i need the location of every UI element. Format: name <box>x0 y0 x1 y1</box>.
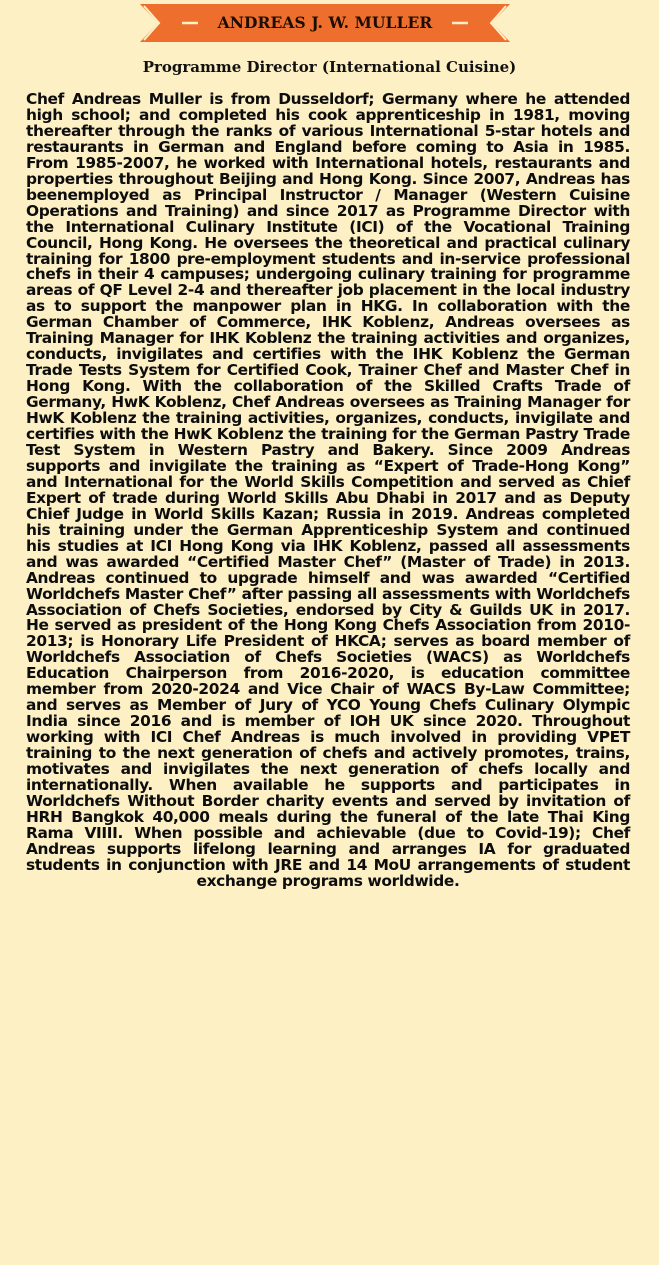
biography-text: Chef Andreas Muller is from Dusseldorf; Germany where he attended high school; and completed his cook apprenticeship in 1981, moving thereafter through the ranks of various International 5-star hotels and restaurants in German and England before coming to Asia in 1985. From 1985-2007, he worked with International hotels, restaurants and properties throughout Beijing and Hong Kong. Since 2007, Andreas has beenemployed as Principal Instructor / Manager (Western Cuisine Operations and Training) and since 2017 as Programme Director with the International Culinary Institute (ICI) of the Vocational Training Council, Hong Kong. He oversees the theoretical and practical culinary training for 1800 pre-employment students and in-service professional chefs in their 4 campuses; undergoing culinary training for programme areas of QF Level 2-4 and thereafter job placement in the local industry as to support the manpower plan in HKG. In collaboration with the German Chamber of Commerce, IHK Koblenz, Andreas oversees as Training Manager for IHK Koblenz the training activities and organizes, conducts, invigilates and certifies with the IHK Koblenz the German Trade Tests System for Certified Cook, Trainer Chef and Master Chef in Hong Kong. With the collaboration of the Skilled Crafts Trade of Germany, HwK Koblenz, Chef Andreas oversees as Training Manager for HwK Koblenz the training activities, organizes, conducts, invigilate and certifies with the HwK Koblenz the training for the German Pastry Trade Test System in Western Pastry and Bakery. Since 2009 Andreas supports and invigilate the training as “Expert of Trade-Hong Kong” and International for the World Skills Competition and served as Chief Expert of trade during World Skills Abu Dhabi in 2017 and as Deputy Chief Judge in World Skills Kazan; Russia in 2019. Andreas completed his training under the German Apprenticeship System and continued his studies at ICI Hong Kong via IHK Koblenz, passed all assessments and was awarded “Certified Master Chef” (Master of Trade) in 2013. Andreas continued to upgrade himself and was awarded “Certified Worldchefs Master Chef” after passing all assessments with Worldchefs Association of Chefs Societies, endorsed by City & Guilds UK in 2017. He served as president of the Hong Kong Chefs Association from 2010-2013; is Honorary Life President of HKCA; serves as board member of Worldchefs Association of Chefs Societies (WACS) as Worldchefs Education Chairperson from 2016-2020, is education committee member from 2020-2024 and Vice Chair of WACS By-Law Committee; and serves as Member of Jury of YCO Young Chefs Culinary Olympic India since 2016 and is member of IOH UK since 2020. Throughout working with ICI Chef Andreas is much involved in providing VPET training to the next generation of chefs and actively promotes, trains, motivates and invigilates the next generation of chefs locally and internationally. When available he supports and participates in Worldchefs Without Border charity events and served by invitation of HRH Bangkok 40,000 meals during the funeral of the late Thai King Rama VIIII. When possible and achievable (due to Covid-19); Chef Andreas supports lifelong learning and arranges IA for graduated students in conjunction with JRE and 14 MoU arrangements of student exchange programs worldwide. <box>26 90 630 890</box>
job-title: Programme Director (International Cuisine) <box>142 58 517 76</box>
name-banner <box>140 4 510 42</box>
person-name: ANDREAS J. W. MULLER <box>217 13 433 32</box>
